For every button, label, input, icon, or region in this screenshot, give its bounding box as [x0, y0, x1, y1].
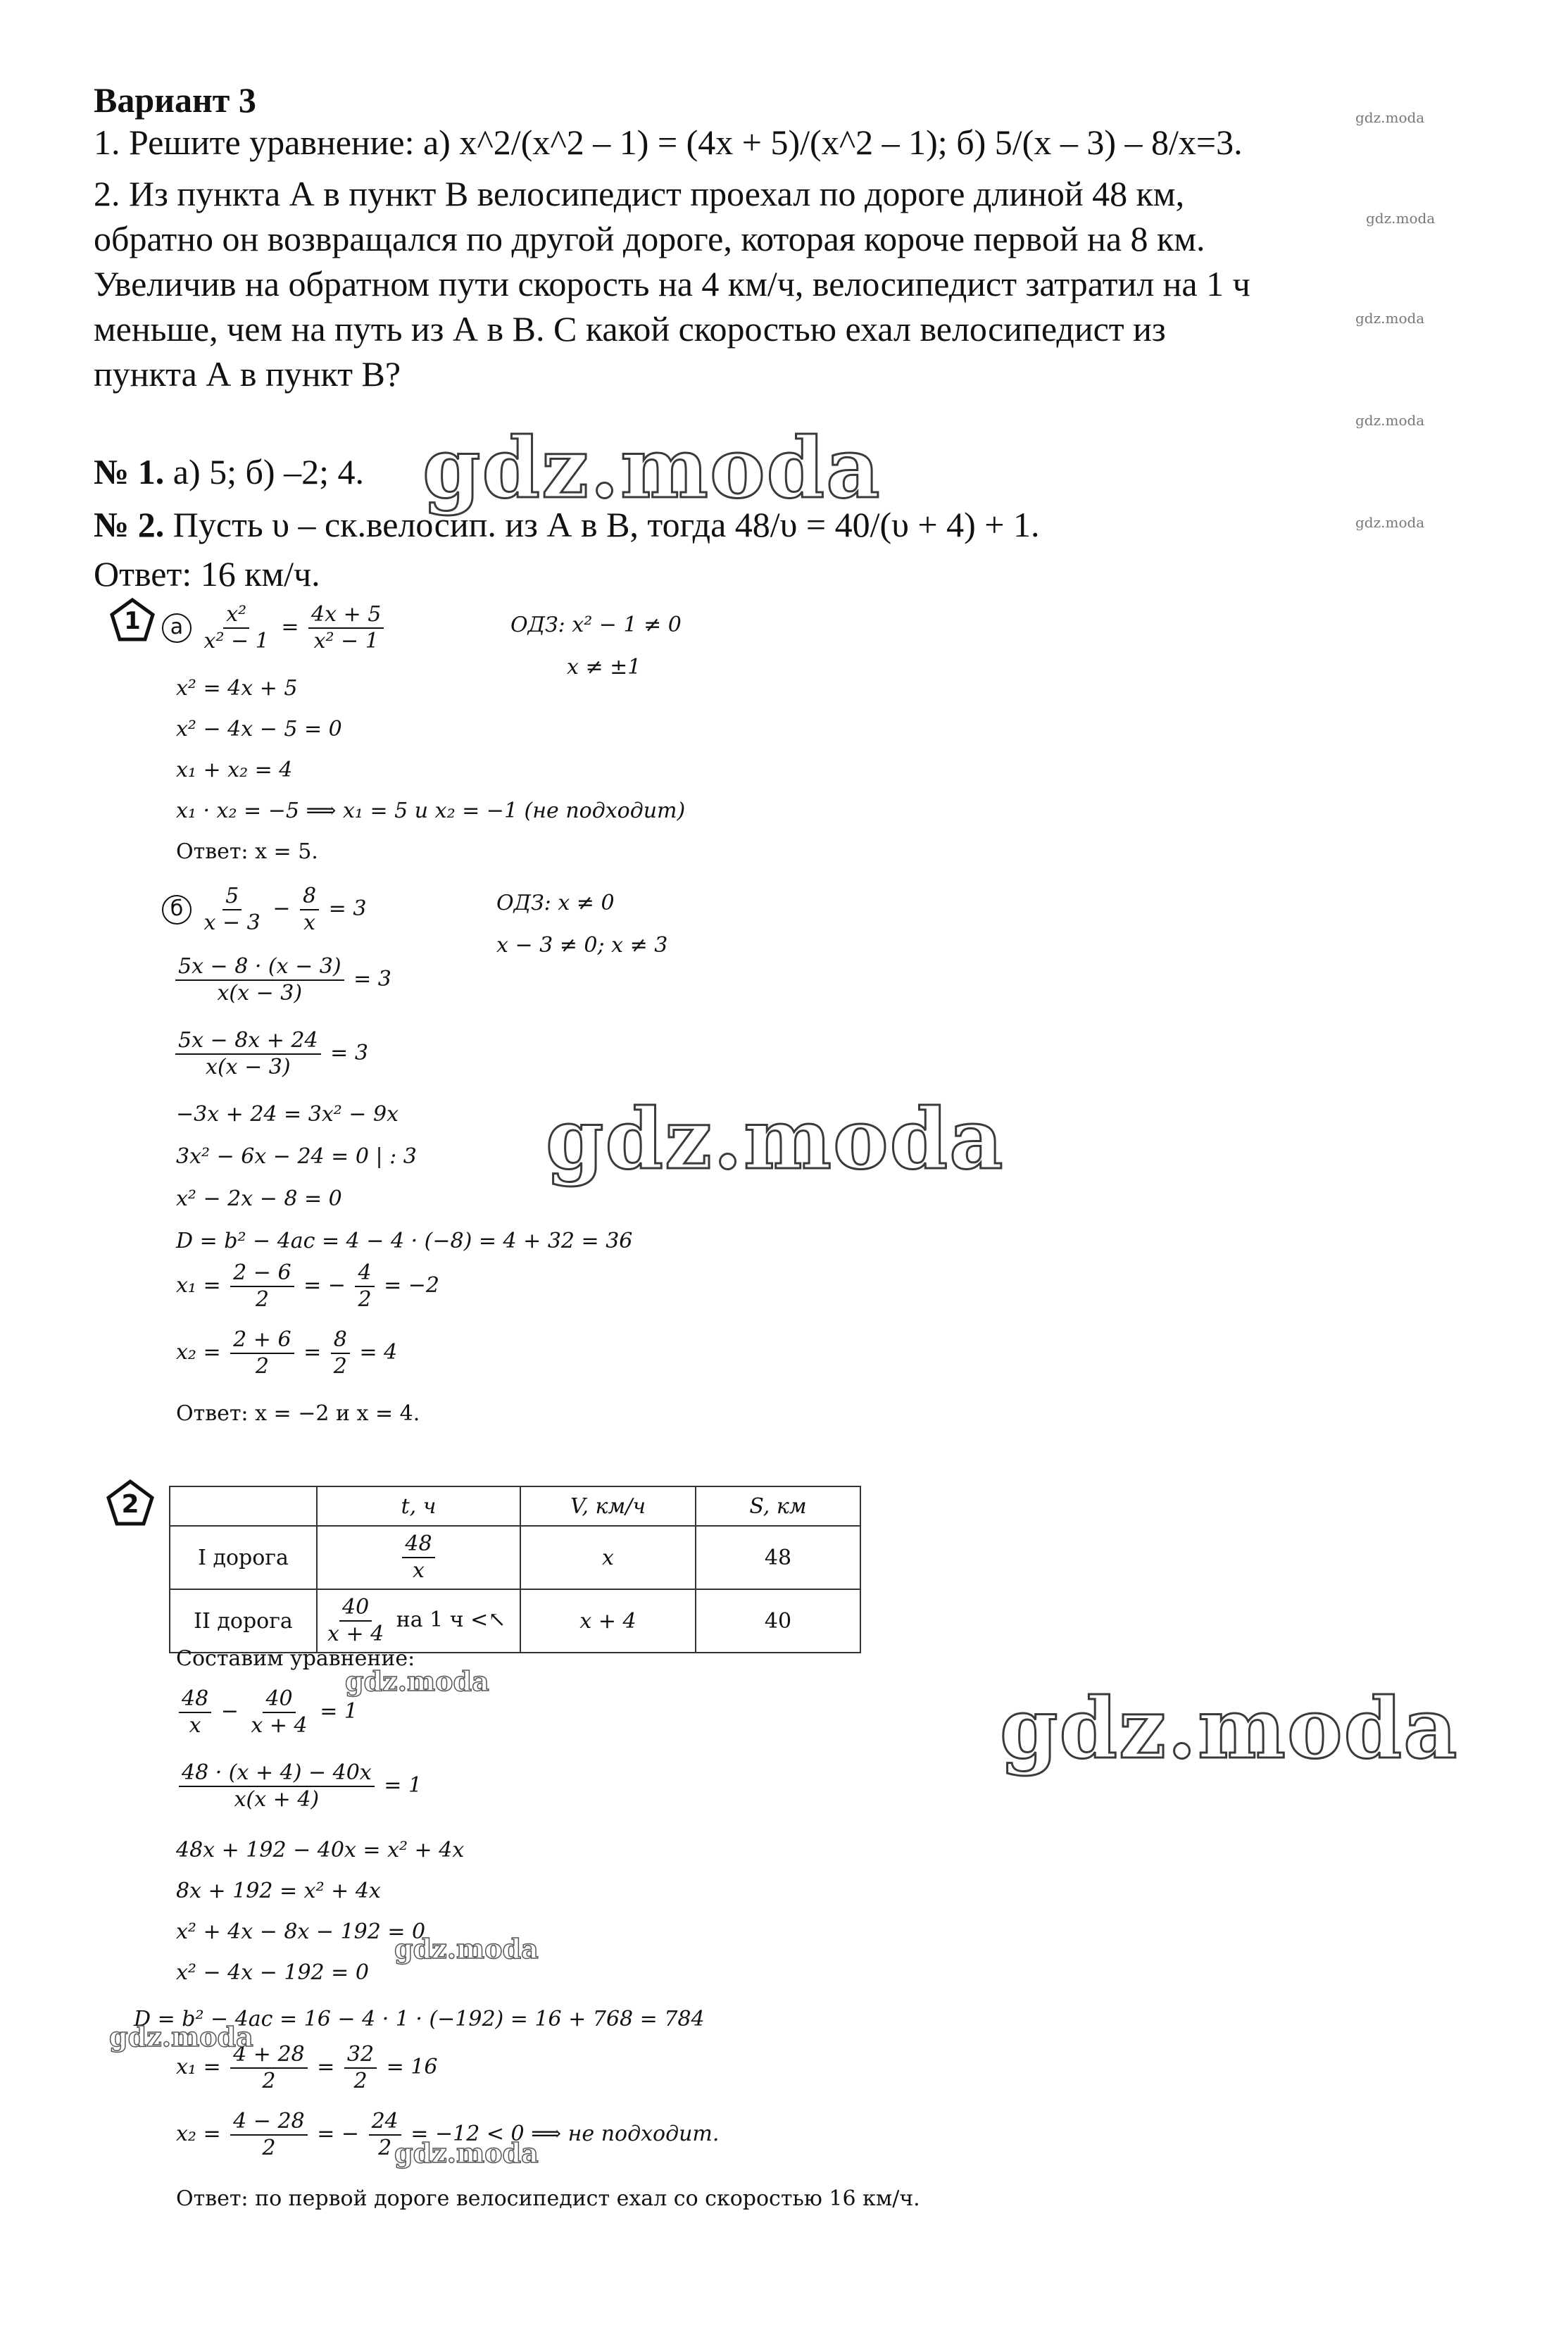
equation-rhs: = 3 [328, 896, 367, 921]
table-cell [317, 1526, 520, 1589]
table-header-cell: t, ч [317, 1486, 520, 1526]
frac-den: 2 [353, 2069, 368, 2093]
watermark-logo: gdz.moda [546, 1090, 1005, 1188]
sol1-a-equation: а $\frac{\text{x²}}{\text{x² − 1}}$ = $\frac{4x + 5}{\text{x² − 1}}$ [162, 602, 387, 654]
time-note: на 1 ч <↖ [396, 1608, 506, 1632]
frac-num: 5x − 8 · (x − 3) [175, 954, 344, 981]
item-a-marker: а [162, 613, 192, 643]
frac-num: 48 · (x + 4) − 40x [179, 1760, 375, 1787]
frac-den: x(x − 3) [206, 1055, 291, 1079]
table-cell: II дорога [170, 1589, 317, 1653]
table-header-cell: S, км [696, 1486, 860, 1526]
sol1-b-fraction-1 [173, 954, 391, 1006]
watermark-logo: gdz.moda [345, 1665, 489, 1697]
root-mid: = [303, 1340, 322, 1365]
frac-num: 2 + 6 [230, 1327, 294, 1354]
sol1-a-line: x² − 4x − 5 = 0 [176, 717, 342, 741]
root-mid: = − [303, 1273, 346, 1298]
table-row [170, 1589, 860, 1653]
root-rhs: = −2 [384, 1273, 440, 1298]
badge-number: 2 [121, 1490, 139, 1519]
watermark-logo: gdz.moda [109, 2021, 253, 2053]
equation-rhs: = 3 [353, 967, 391, 991]
sol1-b-equation: б $\frac{5}{x - 3}$ − $\frac{8}{x}$ = 3 [162, 884, 366, 936]
frac-den: x(x − 3) [217, 981, 303, 1006]
frac-num: 2 − 6 [230, 1260, 294, 1287]
table-cell: 48 [696, 1526, 860, 1589]
frac-num: 24 [369, 2109, 401, 2136]
sol2-line: 48x + 192 − 40x = x² + 4x [176, 1838, 465, 1862]
sol2-line: x² − 4x − 192 = 0 [176, 1960, 369, 1985]
task-2-line-5: пункта А в пункт В? [94, 354, 401, 394]
sol2-answer: Ответ: по первой дороге велосипедист ехал со скоростью 16 км/ч. [176, 2186, 920, 2211]
sol1-b-line: 3x² − 6x − 24 = 0 | : 3 [176, 1144, 417, 1169]
answer-1 [94, 451, 364, 493]
watermark-logo: gdz.moda [1355, 514, 1425, 531]
frac-den: x(x + 4) [234, 1787, 320, 1812]
root-mid: = [317, 2055, 335, 2079]
table-cell: x [520, 1526, 696, 1589]
badge-number: 1 [124, 607, 141, 635]
sol1-b-discriminant: D = b² − 4ac = 4 − 4 · (−8) = 4 + 32 = 36 [176, 1229, 633, 1253]
frac-num: 48 [402, 1531, 434, 1558]
task-2-line-1: 2. Из пункта А в пункт В велосипедист проехал по дороге длиной 48 км, [94, 174, 1185, 213]
sol1-b-odz-2: x − 3 ≠ 0; x ≠ 3 [496, 933, 668, 958]
root-lhs: x₁ = [176, 1273, 221, 1298]
frac-num: 4 − 28 [230, 2109, 307, 2136]
answer-1-text: а) 5; б) –2; 4. [164, 452, 364, 491]
frac-den: x + 4 [327, 1622, 384, 1646]
frac-num: 40 [263, 1686, 295, 1713]
sol2-equation-2 [176, 1760, 422, 1812]
task-2-line-4: меньше, чем на путь из А в В. С какой скоростью ехал велосипедист из [94, 309, 1166, 349]
table-cell: x + 4 [520, 1589, 696, 1653]
equation-rhs: = 1 [384, 1773, 422, 1798]
sol1-a-odz-2: x ≠ ±1 [567, 655, 641, 679]
frac-den: 2 [262, 2069, 276, 2093]
frac-num: 8 [331, 1327, 350, 1354]
frac-den: x² − 1 [203, 629, 269, 653]
variant-title: Вариант 3 [94, 80, 256, 120]
frac-den: 2 [255, 1354, 269, 1379]
watermark-logo: gdz.moda [1000, 1679, 1459, 1777]
watermark-logo: gdz.moda [1355, 310, 1425, 327]
frac-den: 2 [262, 2136, 276, 2160]
frac-den: x [189, 1713, 201, 1738]
frac-num: 4 + 28 [230, 2042, 307, 2069]
sol1-a-answer: Ответ: x = 5. [176, 839, 318, 864]
frac-num: 5x − 8x + 24 [175, 1028, 321, 1055]
frac-num: 5 [222, 884, 242, 910]
frac-den: 2 [333, 1354, 347, 1379]
frac-den: x + 4 [251, 1713, 308, 1738]
frac-den: 2 [255, 1287, 269, 1312]
root-rhs: = 4 [359, 1340, 398, 1365]
frac-num: 40 [339, 1595, 372, 1622]
frac-num: x² [223, 602, 249, 629]
sol2-line: x² + 4x − 8x − 192 = 0 [176, 1919, 426, 1944]
frac-den: x² − 1 [313, 629, 379, 653]
answer-2-label: № 2. [94, 505, 165, 544]
frac-den: 2 [378, 2136, 392, 2160]
watermark-logo: gdz.moda [1366, 210, 1436, 227]
watermark-logo: gdz.moda [1355, 109, 1425, 126]
table-cell: 40 [696, 1589, 860, 1653]
table-cell [317, 1589, 520, 1653]
sol1-a-odz-1: ОДЗ: x² − 1 ≠ 0 [510, 613, 682, 637]
sol1-b-line: x² − 2x − 8 = 0 [176, 1186, 342, 1211]
table-cell: I дорога [170, 1526, 317, 1589]
sol1-b-root-2 [176, 1327, 397, 1379]
frac-num: 4 [355, 1260, 374, 1287]
frac-num: 48 [179, 1686, 211, 1713]
task-2-line-2: обратно он возвращался по другой дороге, которая короче первой на 8 км. [94, 219, 1205, 258]
root-rhs: = −12 < 0 ⟹ не подходит. [410, 2122, 720, 2146]
equation-rhs: = 1 [320, 1699, 358, 1724]
answer-2-text: Пусть υ – ск.велосип. из А в В, тогда 48/υ = 40/(υ + 4) + 1. [164, 505, 1040, 544]
frac-num: 4x + 5 [308, 602, 384, 629]
table-header-cell [170, 1486, 317, 1526]
watermark-logo: gdz.moda [394, 2137, 539, 2169]
root-mid: = − [317, 2122, 360, 2146]
compose-equation-label: Составим уравнение: [176, 1646, 415, 1671]
pentagon-badge-2 [106, 1479, 155, 1528]
frac-den: 2 [358, 1287, 372, 1312]
frac-num: 8 [300, 884, 319, 910]
root-lhs: x₁ = [176, 2055, 221, 2079]
sol1-b-root-1 [176, 1260, 439, 1313]
sol1-b-odz-1: ОДЗ: x ≠ 0 [496, 891, 615, 915]
sol1-b-answer: Ответ: x = −2 и x = 4. [176, 1401, 420, 1426]
frac-den: x [413, 1558, 425, 1583]
sol1-a-line: x₁ + x₂ = 4 [176, 758, 293, 782]
task-1-text: 1. Решите уравнение: а) x^2/(x^2 – 1) = (4x + 5)/(x^2 – 1); б) 5/(x – 3) – 8/x=3. [94, 123, 1243, 162]
watermark-logo: gdz.moda [422, 419, 882, 517]
root-lhs: x₂ = [176, 2122, 221, 2146]
sol2-line: 8x + 192 = x² + 4x [176, 1879, 381, 1903]
sol2-equation-1: $\frac{48}{x}$ − $\frac{40}{x + 4}$ = 1 [176, 1686, 358, 1739]
sol1-a-line: x² = 4x + 5 [176, 676, 298, 701]
sol1-a-line: x₁ · x₂ = −5 ⟹ x₁ = 5 и x₂ = −1 (не подходит) [176, 798, 686, 823]
root-lhs: x₂ = [176, 1340, 221, 1365]
frac-den: x − 3 [203, 910, 261, 935]
item-b-marker: б [162, 895, 192, 925]
answer-final: Ответ: 16 км/ч. [94, 554, 320, 594]
frac-num: 32 [344, 2042, 377, 2069]
table-header-row [170, 1486, 860, 1526]
pentagon-badge-1 [109, 597, 156, 644]
table-row [170, 1526, 860, 1589]
watermark-logo: gdz.moda [394, 1933, 539, 1965]
sol1-b-fraction-2 [173, 1028, 368, 1080]
watermark-logo: gdz.moda [1355, 412, 1425, 429]
root-rhs: = 16 [386, 2055, 438, 2079]
answer-1-label: № 1. [94, 452, 165, 491]
equation-rhs: = 3 [330, 1041, 368, 1065]
sol2-discriminant: D = b² − 4ac = 16 − 4 · 1 · (−192) = 16 + 768 = 784 [134, 2007, 705, 2031]
frac-den: x [303, 910, 315, 935]
sol1-b-line: −3x + 24 = 3x² − 9x [176, 1102, 399, 1127]
table-header-cell: V, км/ч [520, 1486, 696, 1526]
motion-table [169, 1486, 861, 1653]
task-2-line-3: Увеличив на обратном пути скорость на 4 км/ч, велосипедист затратил на 1 ч [94, 264, 1250, 303]
